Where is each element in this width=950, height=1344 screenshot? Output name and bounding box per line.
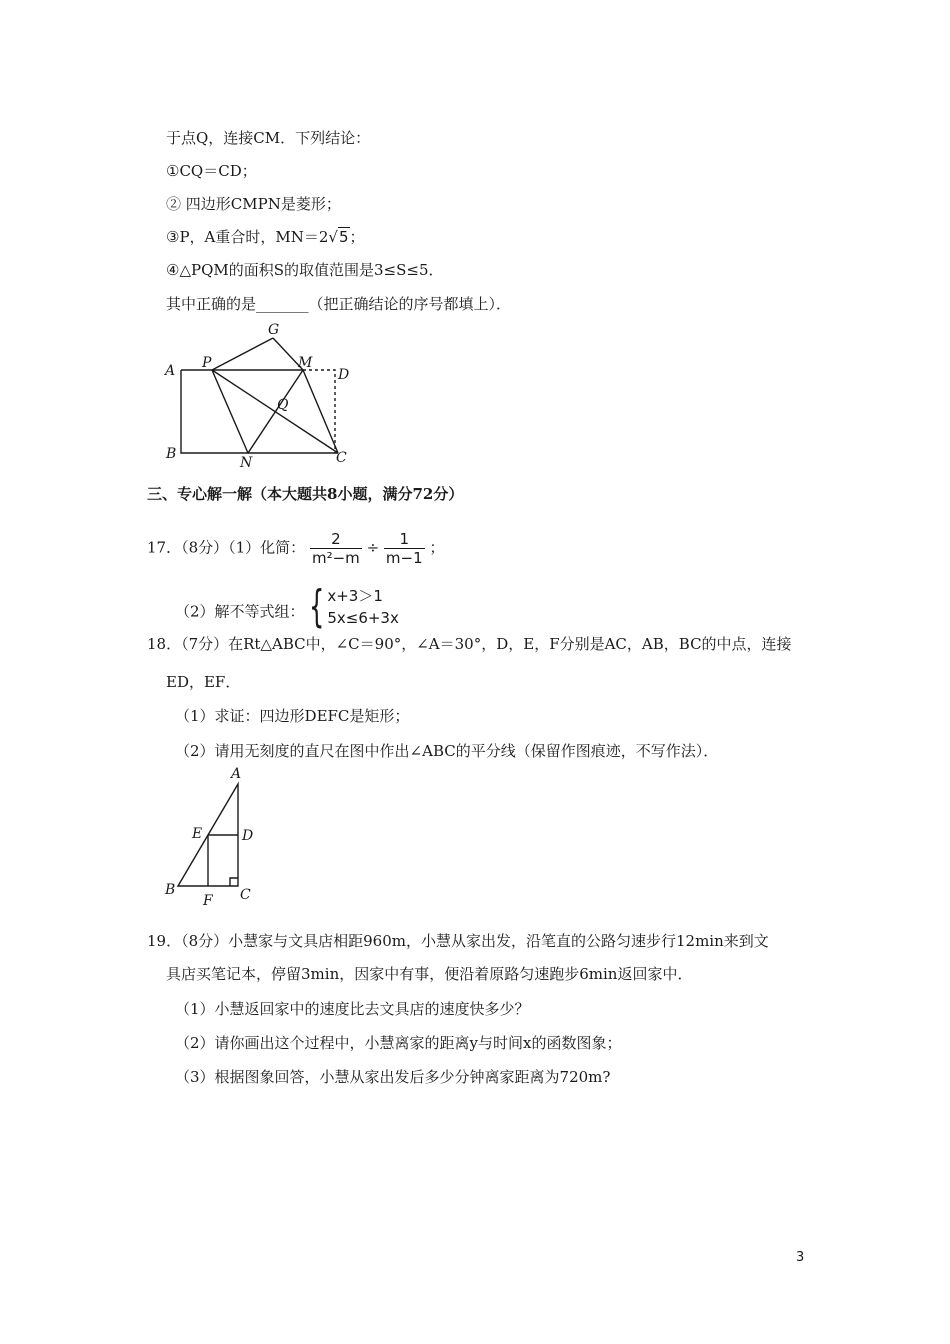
q16-intro: 于点Q，连接CM．下列结论： [166, 129, 371, 147]
sqrt-radicand: 5 [338, 228, 349, 246]
inequality-1: x+3＞1 [327, 587, 383, 605]
fraction-1-denominator: m²−m [311, 549, 360, 567]
label-e: E [192, 826, 203, 842]
fraction-1-numerator: 2 [310, 530, 362, 549]
label-p: P [202, 355, 212, 371]
right-angle-mark [230, 878, 238, 886]
section-3-header: 三、专心解一解（本大题共8小题，满分72分） [147, 485, 464, 503]
brace-symbol: { [309, 581, 325, 632]
label-a: A [231, 766, 242, 782]
q19-part-3: （3）根据图象回答，小慧从家出发后多少分钟离家距离为720m? [175, 1068, 611, 1086]
q16-figure [160, 318, 360, 473]
label-b: B [165, 882, 176, 898]
label-n: N [240, 455, 253, 471]
label-q: Q [277, 397, 289, 413]
label-a: A [165, 363, 176, 379]
inequality-2: 5x≤6+3x [327, 609, 399, 627]
fraction-2 [384, 530, 425, 567]
q16-conclusion-4: ④△PQM的面积S的取值范围是3≤S≤5． [166, 261, 444, 279]
q19-part-1: （1）小慧返回家中的速度比去文具店的速度快多少？ [175, 1000, 530, 1018]
q16-conclusion-3 [166, 227, 365, 247]
inequality-system [309, 581, 399, 640]
q19-part-2: （2）请你画出这个过程中，小慧离家的距离y与时间x的函数图象； [175, 1034, 622, 1052]
q17-part-1-end: ； [429, 538, 445, 557]
label-c: C [336, 450, 347, 466]
divide-symbol: ÷ [366, 538, 380, 557]
fraction-2-denominator: m−1 [385, 549, 423, 567]
q16-conclusion-3-end: ； [349, 228, 365, 246]
sqrt-symbol: √5 [328, 228, 349, 246]
q17-part-1 [147, 530, 444, 567]
q18-part-1: （1）求证：四边形DEFC是矩形； [175, 707, 410, 725]
q18-figure [160, 762, 270, 912]
q16-conclusion-3-text: ③P，A重合时，MN＝2 [166, 228, 329, 246]
q19-line-1: 19．（8分）小慧家与文具店相距960m，小慧从家出发，沿笔直的公路匀速步行12min来到文 [147, 932, 769, 950]
q19-line-2: 具店买笔记本，停留3min，因家中有事，便沿着原路匀速跑步6min返回家中． [166, 965, 693, 983]
q18-line-1: 18．（7分）在Rt△ABC中，∠C＝90°，∠A＝30°，D，E，F分别是AC，AB，BC的中点，连接 [147, 635, 792, 653]
segment-pc [212, 370, 338, 453]
q18-part-2: （2）请用无刻度的直尺在图中作出∠ABC的平分线（保留作图痕迹，不写作法）． [175, 742, 719, 760]
q17-part-2 [175, 581, 399, 640]
page-number: 3 [796, 1250, 805, 1265]
q18-line-2: ED，EF． [166, 673, 241, 691]
q16-conclusion-2: ② 四边形CMPN是菱形； [166, 195, 341, 213]
rect-left-bottom [181, 370, 338, 453]
segment-pg [212, 338, 273, 370]
label-b: B [166, 446, 177, 462]
label-f: F [203, 893, 213, 909]
fraction-1 [310, 530, 362, 567]
label-g: G [268, 322, 280, 338]
q16-conclusion-1: ①CQ＝CD； [166, 162, 257, 180]
q16-question: 其中正确的是_______（把正确结论的序号都填上）． [166, 295, 512, 313]
q17-label: 17．（8分）（1）化简： [147, 538, 306, 557]
label-d: D [242, 828, 254, 844]
fraction-2-numerator: 1 [384, 530, 425, 549]
q17-part-2-label: （2）解不等式组： [175, 602, 305, 621]
label-d: D [338, 367, 350, 383]
label-c: C [240, 887, 251, 903]
label-m: M [298, 355, 313, 371]
segment-mc [303, 370, 338, 453]
